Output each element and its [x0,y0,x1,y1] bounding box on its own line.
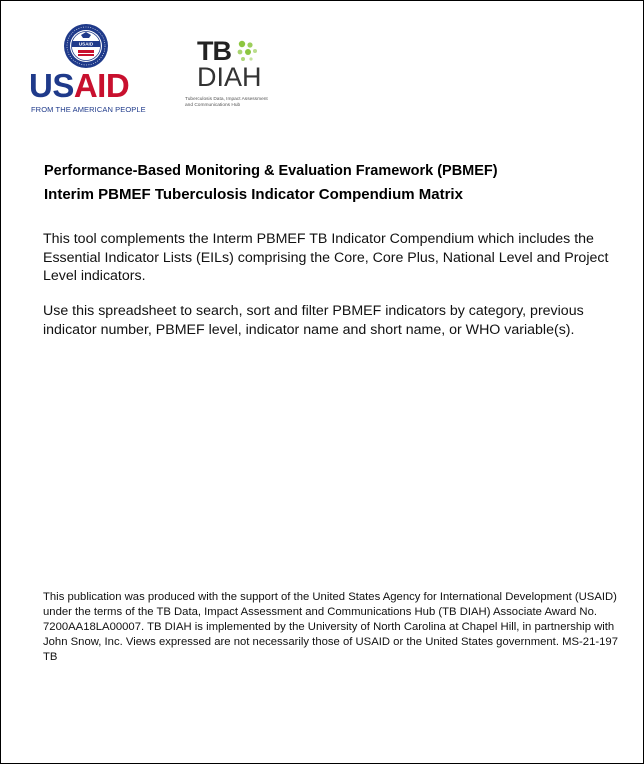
tb-diah-mark-bottom: DIAH [197,62,262,92]
usaid-wordmark [29,69,129,103]
usage-paragraph: Use this spreadsheet to search, sort and filter PBMEF indicators by category, previous indicator number, PBMEF level, indicator name and short name, or WHO variable(s). [43,303,584,338]
tb-diah-mark-top: TB [197,36,231,66]
usaid-wordmark-us: US [29,67,74,104]
usaid-wordmark-aid: AID [73,67,130,104]
tb-diah-logo [181,37,273,113]
svg-text:USAID: USAID [78,41,94,47]
disclaimer-text: This publication was produced with the support of the United States Agency for International Development (USAID) under the terms of the TB Data, Impact Assessment and Communications Hub (TB DIAH) Associate Award No. 7200AA18LA00007. TB DIAH is implemented by the University of North Carolina at Chapel Hill, in partnership with John Snow, Inc. Views expressed are not necessarily those of USAID or the United States government. MS-21-197 TB [43,591,618,663]
usaid-seal-icon [63,23,109,69]
usaid-logo [27,19,145,115]
framework-title: Performance-Based Monitoring & Evaluation Framework (PBMEF) [44,163,498,179]
usaid-tagline: FROM THE AMERICAN PEOPLE [31,105,146,114]
tb-diah-subtitle: Tuberculosis Data, Impact Assessment and Communications Hub [185,97,268,108]
compendium-title: Interim PBMEF Tuberculosis Indicator Compendium Matrix [44,186,463,203]
intro-paragraph: This tool complements the Interm PBMEF TB Indicator Compendium which includes the Essential Indicator Lists (EILs) comprising the Core, Core Plus, National Level and Project Level indicators. [43,231,609,284]
